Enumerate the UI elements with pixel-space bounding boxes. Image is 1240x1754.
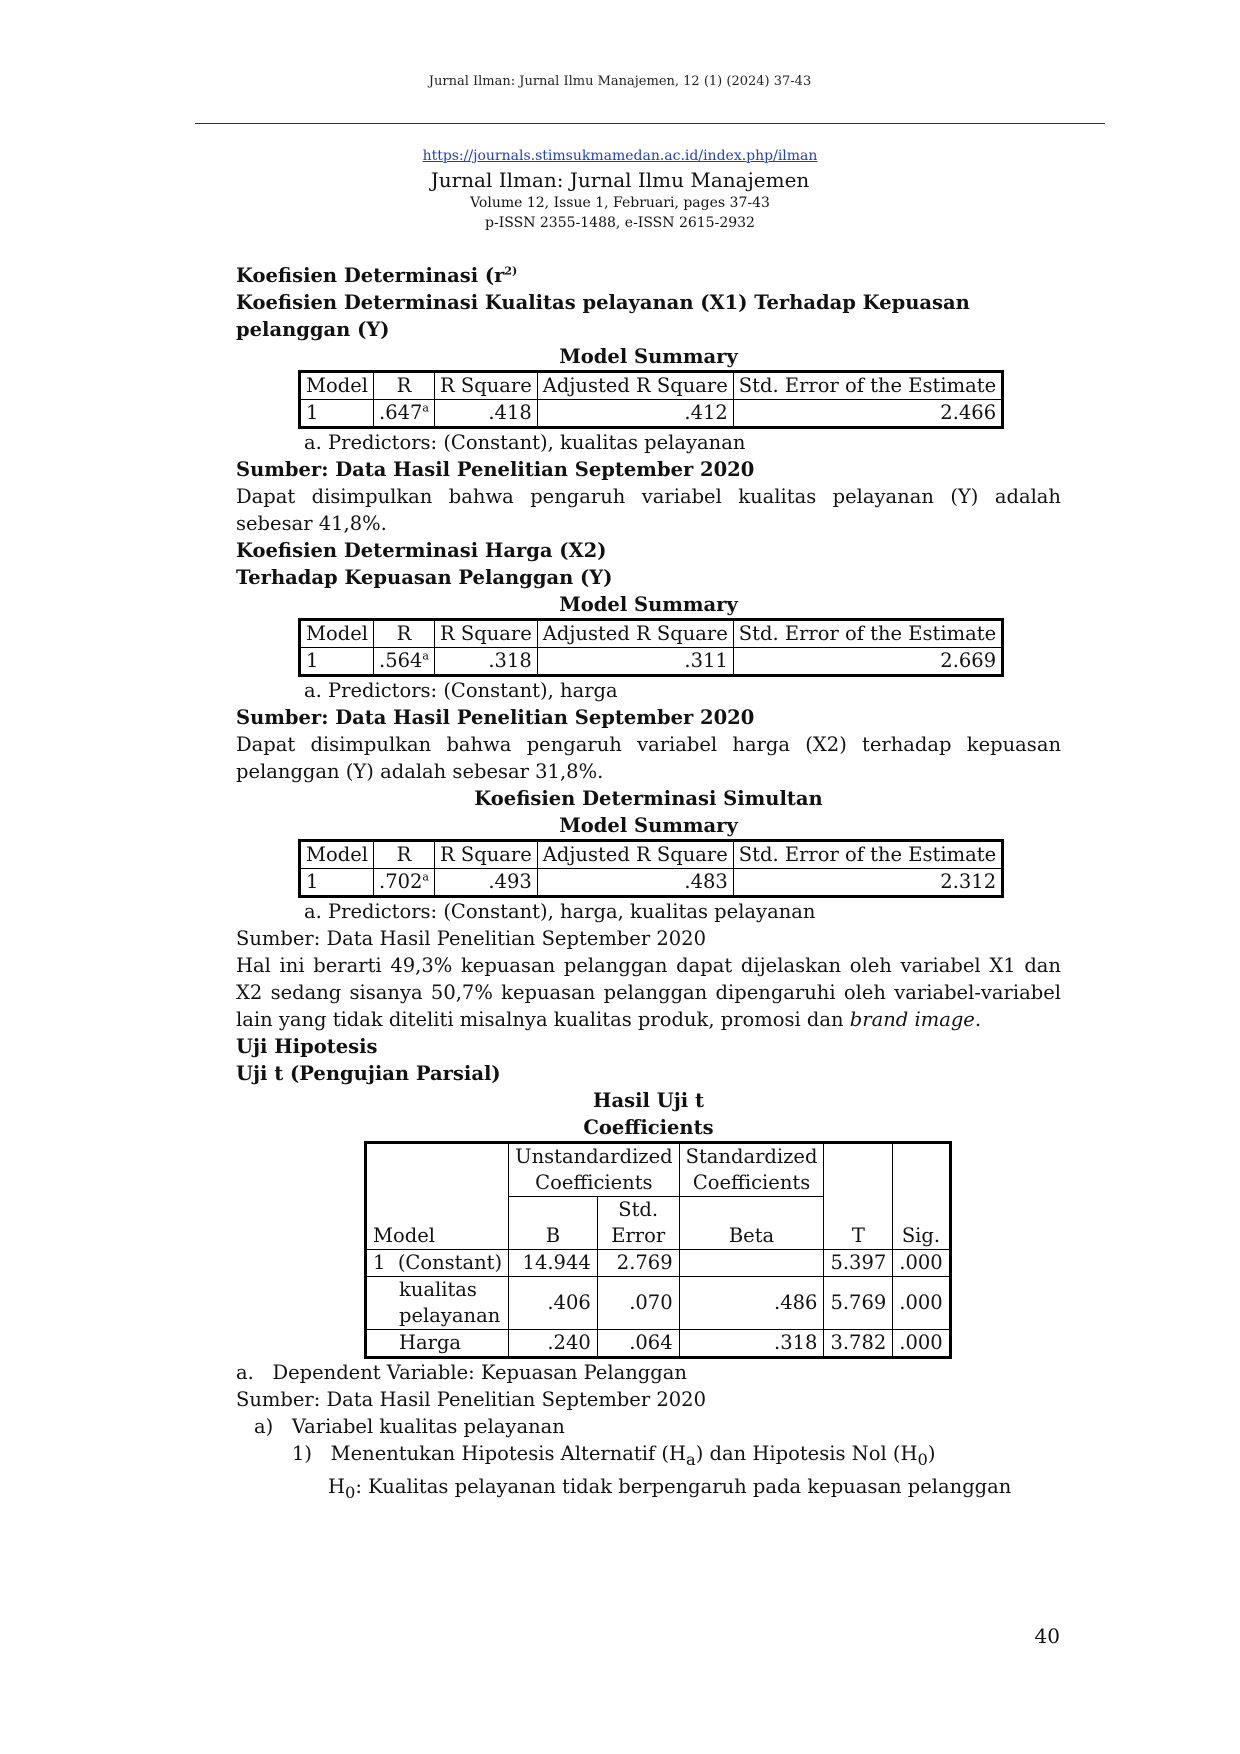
col-model: Model <box>366 1143 509 1250</box>
coefficients-table <box>364 1141 952 1359</box>
table-note-2: a. Predictors: (Constant), harga <box>304 679 618 702</box>
coefficients-note: a. Dependent Variable: Kepuasan Pelanggan <box>236 1361 687 1384</box>
col-b: B <box>509 1197 598 1250</box>
col-r-square: R Square <box>435 841 538 869</box>
table-row <box>366 1330 951 1358</box>
cell-beta: .486 <box>679 1277 824 1330</box>
col-group-standardized: Standardized Coefficients <box>679 1143 824 1197</box>
cell-r: .564$^a$ <box>374 648 435 676</box>
conclusion-1: Dapat disimpulkan bahwa pengaruh variabel kualitas pelayanan (Y) adalah sebesar 41,8%. <box>236 485 1061 535</box>
cell-t: 5.769 <box>824 1277 893 1330</box>
table-row <box>366 1277 951 1330</box>
cell-b: .240 <box>509 1330 598 1358</box>
table-row <box>300 648 1003 676</box>
journal-masthead <box>0 145 1240 233</box>
cell-t: 5.397 <box>824 1250 893 1277</box>
h0-statement: $H_0$: Kualitas pelayanan tidak berpengaruh pada kepuasan pelanggan <box>328 1474 1012 1502</box>
cell-std-error: 2.312 <box>733 869 1002 897</box>
journal-url-link[interactable]: https://journals.stimsukmamedan.ac.id/index.php/ilman <box>422 148 818 164</box>
table-header-row <box>300 372 1003 400</box>
page-number: 40 <box>1034 1624 1060 1648</box>
cell-b: .406 <box>509 1277 598 1330</box>
subheading-harga: Terhadap Kepuasan Pelanggan (Y) <box>236 566 613 589</box>
header-rule <box>195 123 1105 124</box>
subheading-uji-t: Uji t (Pengujian Parsial) <box>236 1062 501 1085</box>
table-title-model-summary-1: Model Summary <box>559 345 738 368</box>
table-title-model-summary-3: Model Summary <box>559 814 738 837</box>
cell-std-error: .064 <box>597 1330 679 1358</box>
col-adj-r-square: Adjusted R Square <box>537 841 733 869</box>
table-row <box>300 400 1003 428</box>
col-r: R <box>374 372 435 400</box>
cell-sig: .000 <box>893 1250 950 1277</box>
table-header-row <box>300 620 1003 648</box>
col-std-error: Std. Error of the Estimate <box>733 372 1002 400</box>
conclusion-3: Hal ini berarti 49,3% kepuasan pelanggan dapat dijelaskan oleh variabel X1 dan X2 sedang sisanya 50,7% kepuasan pelanggan dipengaruhi oleh variabel-variabel lain yang tidak diteliti misalnya kualitas produk, promosi dan brand image. <box>236 954 1061 1031</box>
cell-model-constant: 1 (Constant) <box>366 1250 509 1277</box>
table-row <box>366 1250 951 1277</box>
col-adj-r-square: Adjusted R Square <box>537 620 733 648</box>
issn-line: p-ISSN 2355-1488, e-ISSN 2615-2932 <box>485 215 755 231</box>
cell-sig: .000 <box>893 1330 950 1358</box>
cell-sig: .000 <box>893 1277 950 1330</box>
cell-std-error: .070 <box>597 1277 679 1330</box>
cell-r-square: .418 <box>435 400 538 428</box>
cell-adj-r-square: .483 <box>537 869 733 897</box>
cell-model: 1 <box>300 400 374 428</box>
cell-adj-r-square: .412 <box>537 400 733 428</box>
cell-r-square: .318 <box>435 648 538 676</box>
cell-adj-r-square: .311 <box>537 648 733 676</box>
col-model: Model <box>300 372 374 400</box>
model-summary-table-1 <box>298 370 1004 429</box>
col-beta: Beta <box>679 1197 824 1250</box>
col-sig: Sig. <box>893 1143 950 1250</box>
section-heading-simultan: Koefisien Determinasi Simultan <box>474 787 823 810</box>
col-r: R <box>374 841 435 869</box>
list-item-a: a) Variabel kualitas pelayanan <box>254 1415 565 1438</box>
col-model: Model <box>300 620 374 648</box>
caption-hasil-uji-t: Hasil Uji t <box>593 1089 704 1112</box>
caption-coefficients: Coefficients <box>583 1116 714 1139</box>
table-note-3: a. Predictors: (Constant), harga, kualitas pelayanan <box>304 900 816 923</box>
list-item-1: 1) Menentukan Hipotesis Alternatif $(H_a)$ dan Hipotesis Nol $(H_0)$ <box>292 1442 936 1469</box>
cell-std-error: 2.669 <box>733 648 1002 676</box>
table-header-row <box>366 1143 951 1197</box>
col-model: Model <box>300 841 374 869</box>
cell-r: .702$^a$ <box>374 869 435 897</box>
cell-std-error: 2.466 <box>733 400 1002 428</box>
cell-model-harga: Harga <box>366 1330 509 1358</box>
table-title-model-summary-2: Model Summary <box>559 593 738 616</box>
col-adj-r-square: Adjusted R Square <box>537 372 733 400</box>
source-line-2: Sumber: Data Hasil Penelitian September 2020 <box>236 706 755 729</box>
cell-b: 14.944 <box>509 1250 598 1277</box>
col-std-error: Std. Error <box>597 1197 679 1250</box>
cell-beta: .318 <box>679 1330 824 1358</box>
table-header-row <box>300 841 1003 869</box>
conclusion-2: Dapat disimpulkan bahwa pengaruh variabel harga (X2) terhadap kepuasan pelanggan (Y) adalah sebesar 31,8%. <box>236 733 1061 783</box>
source-line-1: Sumber: Data Hasil Penelitian September 2020 <box>236 458 755 481</box>
table-row <box>300 869 1003 897</box>
journal-name: Jurnal Ilman: Jurnal Ilmu Manajemen <box>430 168 810 192</box>
cell-model-kualitas-pelayanan: kualitas pelayanan <box>366 1277 509 1330</box>
section-heading-harga: Koefisien Determinasi Harga (X2) <box>236 539 607 562</box>
col-r-square: R Square <box>435 372 538 400</box>
cell-t: 3.782 <box>824 1330 893 1358</box>
cell-beta <box>679 1250 824 1277</box>
heading-superscript: 2) <box>504 264 518 278</box>
model-summary-table-2 <box>298 618 1004 677</box>
table-note-1: a. Predictors: (Constant), kualitas pelayanan <box>304 431 746 454</box>
col-r-square: R Square <box>435 620 538 648</box>
model-summary-table-3 <box>298 839 1004 898</box>
section-heading-uji-hipotesis: Uji Hipotesis <box>236 1035 378 1058</box>
source-line-3: Sumber: Data Hasil Penelitian September 2020 <box>236 927 706 950</box>
col-std-error: Std. Error of the Estimate <box>733 620 1002 648</box>
cell-model: 1 <box>300 869 374 897</box>
section-heading-determination: Koefisien Determinasi ($r^{2)}$ <box>236 264 518 287</box>
article-body <box>236 262 1061 1506</box>
source-line-4: Sumber: Data Hasil Penelitian September 2020 <box>236 1388 706 1411</box>
cell-model: 1 <box>300 648 374 676</box>
cell-r: .647$^a$ <box>374 400 435 428</box>
col-t: T <box>824 1143 893 1250</box>
cell-std-error: 2.769 <box>597 1250 679 1277</box>
col-group-unstandardized: Unstandardized Coefficients <box>509 1143 679 1197</box>
col-std-error: Std. Error of the Estimate <box>733 841 1002 869</box>
cell-r-square: .493 <box>435 869 538 897</box>
col-r: R <box>374 620 435 648</box>
subheading-x1: Koefisien Determinasi Kualitas pelayanan (X1) Terhadap Kepuasan pelanggan (Y) <box>236 291 970 341</box>
volume-line: Volume 12, Issue 1, Februari, pages 37-43 <box>470 195 770 211</box>
running-header: Jurnal Ilman: Jurnal Ilmu Manajemen, 12 (1) (2024) 37-43 <box>428 74 812 89</box>
